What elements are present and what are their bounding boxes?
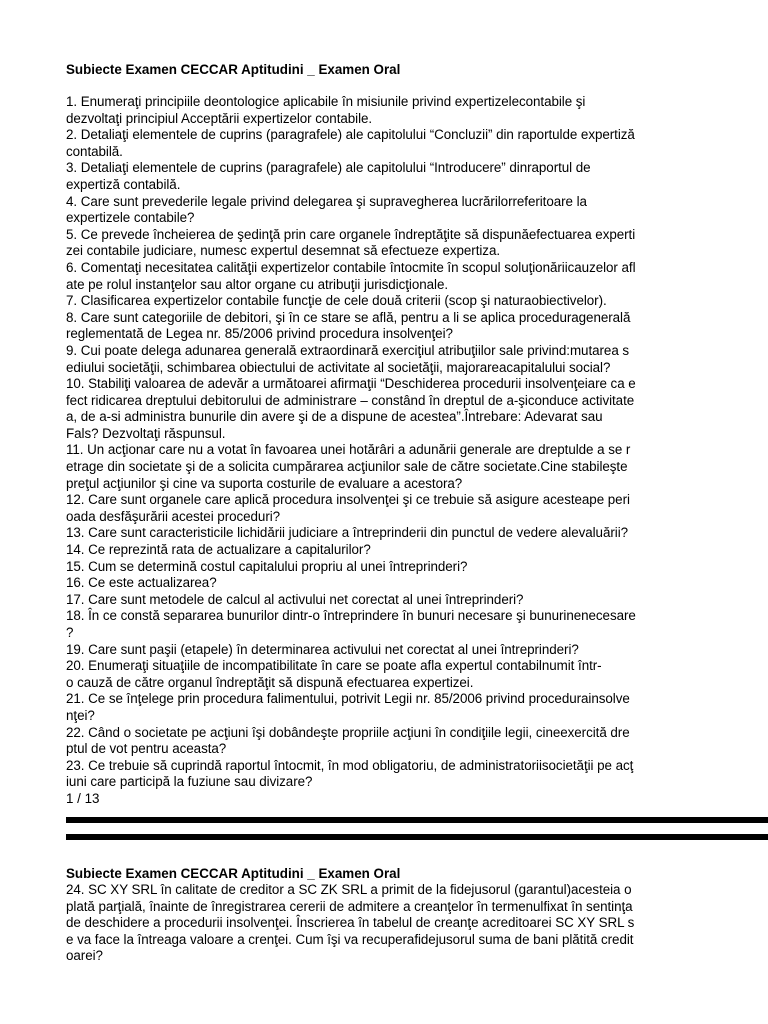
question-item: 17. Care sunt metodele de calcul al activului net corectat al unei întreprinderi? xyxy=(66,591,524,607)
question-item: 6. Comentaţi necesitatea calităţii expertizelor contabile întocmite în scopul soluţionăriicauzelor afl ate pe rolul instanţelor sau altor organe cu atribuţii jurisdicţionale. xyxy=(66,259,636,292)
question-item: 14. Ce reprezintă rata de actualizare a capitalurilor? xyxy=(66,542,371,558)
question-item: 2. Detaliaţi elementele de cuprins (paragrafele) ale capitolului “Concluzii” din raportulde expertiză contabilă. xyxy=(66,127,635,159)
question-item: 15. Cum se determină costul capitalului propriu al unei întreprinderi? xyxy=(66,558,468,574)
question-item: 23. Ce trebuie să cuprindă raportul întocmit, în mod obligatoriu, de administratoriisocietăţii pe acţ iuni care participă la fuziune sau divizare? xyxy=(66,757,634,790)
page-1-content xyxy=(66,62,768,807)
question-item: 1. Enumeraţi principiile deontologice aplicabile în misiunile privind expertizelecontabile şi dezvoltaţi principiul Acceptării expertizelor contabile. xyxy=(66,94,586,126)
question-item: 24. SC XY SRL în calitate de creditor a SC ZK SRL a primit de la fidejusorul (garantul)acesteia o plată parţială, înainte de înregistrarea cererii de admitere a creanţelor în termenulfixat în sentinţa de deschidere a procedurii insolvenţei. Înscrierea în tabelul de creanţe acreditoarei SC XY SRL s e va face la întreaga valoare a crenţei. Cum îşi va recuperafidejusorul suma de bani plătită credit oarei? xyxy=(66,882,635,964)
question-item: 21. Ce se înţelege prin procedura falimentului, potrivit Legii nr. 85/2006 privind procedurainsolve nţei? xyxy=(66,691,630,723)
question-item: 10. Stabiliţi valoarea de adevăr a următoarei afirmaţii “Deschiderea procedurii insolvenţeiare ca e fect ridicarea dreptului debitorului de administrare – constând în dreptul de a-şiconduce activitate a, de a-si administra bunurile din avere şi de a dispune de acestea”.Întrebare: Adevarat sau Fals? Dezvoltaţi răspunsul. xyxy=(66,376,636,441)
question-list xyxy=(66,882,768,965)
question-item: 8. Care sunt categoriile de debitori, şi în ce stare se află, pentru a li se aplica proceduragenerală reglementată de Legea nr. 85/2006 privind procedura insolvenţei? xyxy=(66,309,631,342)
question-item: 11. Un acţionar care nu a votat în favoarea unei hotărâri a adunării generale are dreptulde a se r etrage din societate şi de a solicita cumpărarea acţiunilor sale de către societate.Cine stabileşte preţul acţiunilor şi cine va suporta costurile de evaluare a acestora? xyxy=(66,442,631,491)
page-2-content xyxy=(66,866,768,965)
question-item: 12. Care sunt organele care aplică procedura insolvenţei şi ce trebuie să asigure acesteape peri oada desfăşurării acestei proceduri? xyxy=(66,492,630,524)
question-item: 7. Clasificarea expertizelor contabile funcţie de cele două criterii (scop şi naturaobiectivelor). xyxy=(66,293,607,309)
page-title: Subiecte Examen CECCAR Aptitudini _ Examen Oral xyxy=(66,866,401,881)
question-item: 22. Când o societate pe acţiuni îşi dobândeşte propriile acţiuni în condiţiile legii, cineexercită dre ptul de vot pentru aceasta? xyxy=(66,724,630,757)
question-item: 4. Care sunt prevederile legale privind delegarea şi supravegherea lucrărilorreferitoare la expertizele contabile? xyxy=(66,193,587,226)
question-item: 19. Care sunt paşii (etapele) în determinarea activului net corectat al unei întreprinderi? xyxy=(66,641,579,657)
page-title: Subiecte Examen CECCAR Aptitudini _ Examen Oral xyxy=(66,62,401,77)
question-item: 20. Enumeraţi situaţiile de incompatibilitate în care se poate afla expertul contabilnumit într- o cauză de către organul îndreptăţit să dispună efectuarea expertizei. xyxy=(66,658,602,690)
page-separator-top xyxy=(66,817,768,823)
page-separator-bottom xyxy=(66,834,768,840)
page-number: 1 / 13 xyxy=(66,790,100,806)
question-list xyxy=(66,94,768,791)
question-item: 18. În ce constă separarea bunurilor dintr-o întreprindere în bunuri necesare şi bunurinenecesare ? xyxy=(66,608,636,640)
question-item: 16. Ce este actualizarea? xyxy=(66,575,217,591)
question-item: 5. Ce prevede încheierea de şedinţă prin care organele îndreptăţite să dispunăefectuarea experti zei contabile judiciare, numesc expertul desemnat să efectueze expertiza. xyxy=(66,226,636,259)
question-item: 3. Detaliaţi elementele de cuprins (paragrafele) ale capitolului “Introducere” dinraportul de expertiză contabilă. xyxy=(66,160,591,192)
question-item: 9. Cui poate delega adunarea generală extraordinară exerciţiul atribuţiilor sale privind:mutarea s ediului societăţii, schimbarea obiectului de activitate al societăţii, majorareacapitalului social? xyxy=(66,342,630,375)
question-item: 13. Care sunt caracteristicile lichidării judiciare a întreprinderii din punctul de vedere alevaluării? xyxy=(66,525,629,541)
